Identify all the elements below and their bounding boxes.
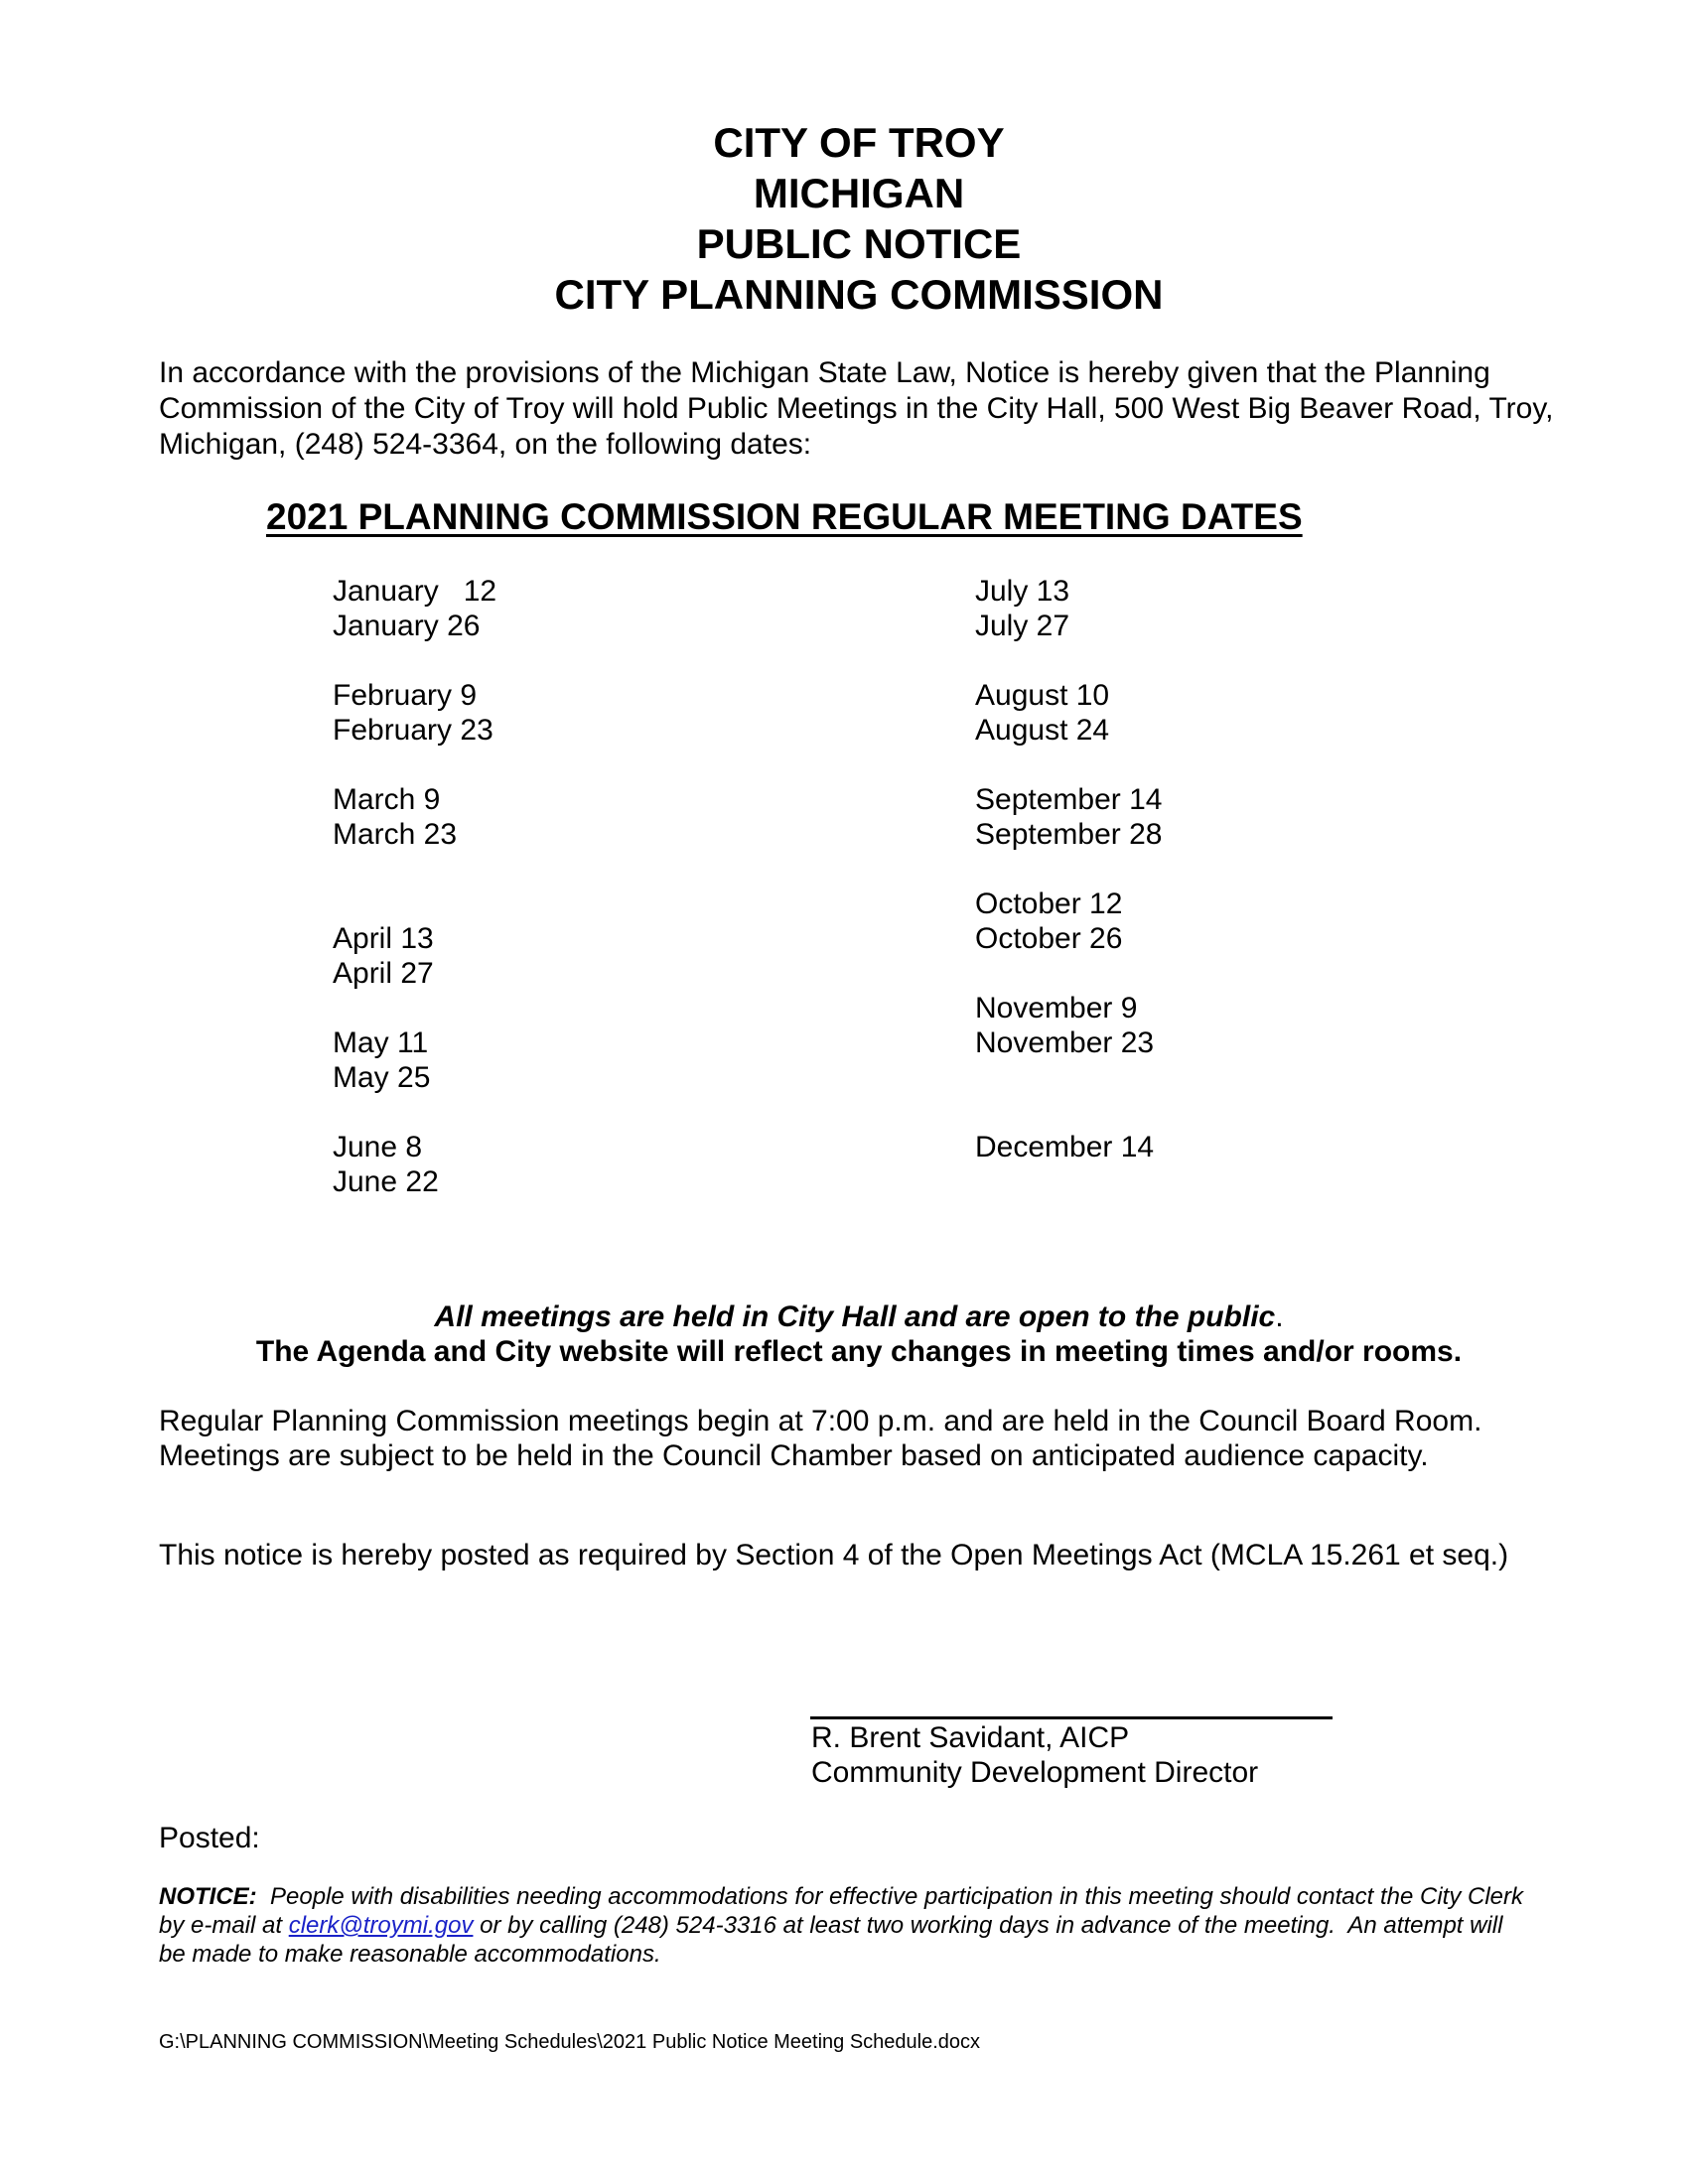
meeting-date: February 9: [333, 679, 478, 712]
document-header: [0, 117, 1688, 320]
meeting-date: January 12: [333, 575, 497, 608]
signature-block: [811, 1720, 1258, 1790]
schedule-title: 2021 PLANNING COMMISSION REGULAR MEETING DATES: [266, 496, 1303, 537]
intro-line: In accordance with the provisions of the Michigan State Law, Notice is hereby given that the Planning: [159, 356, 1490, 389]
meeting-date: August 24: [975, 714, 1110, 747]
disability-notice: [159, 1882, 1569, 1969]
meeting-date: March 23: [333, 818, 458, 851]
meeting-date: May 11: [333, 1026, 429, 1059]
agenda-changes-notice: The Agenda and City website will reflect any changes in meeting times and/or rooms.: [255, 1335, 1463, 1368]
header-state: MICHIGAN: [753, 170, 965, 216]
meeting-date: January 26: [333, 610, 481, 642]
header-city: CITY OF TROY: [713, 119, 1005, 166]
meeting-date: November 23: [975, 1026, 1155, 1059]
meeting-date: February 23: [333, 714, 493, 747]
open-meetings-act-notice: This notice is hereby posted as required by Section 4 of the Open Meetings Act (MCLA 15.261 et seq.): [159, 1539, 1509, 1571]
meeting-info-paragraph: [159, 1404, 1569, 1473]
meeting-date: October 12: [975, 887, 1123, 920]
dates-column-right: [975, 574, 1163, 1163]
meeting-info-line: Regular Planning Commission meetings begin at 7:00 p.m. and are held in the Council Board Room.: [159, 1405, 1482, 1437]
public-access-notice: [0, 1299, 1688, 1334]
clerk-email-link[interactable]: clerk@troymi.gov: [288, 1912, 474, 1939]
signer-title: Community Development Director: [811, 1756, 1259, 1789]
intro-line: Commission of the City of Troy will hold Public Meetings in the City Hall, 500 West Big Beaver Road, Troy,: [159, 392, 1554, 425]
signer-name: R. Brent Savidant, AICP: [811, 1721, 1130, 1754]
meeting-date: October 26: [975, 922, 1123, 955]
document-file-path: G:\PLANNING COMMISSION\Meeting Schedules\2021 Public Notice Meeting Schedule.docx: [159, 2031, 981, 2053]
meeting-info-line: Meetings are subject to be held in the Council Chamber based on anticipated audience capacity.: [159, 1439, 1429, 1472]
public-access-period: .: [1275, 1300, 1284, 1333]
meeting-date: July 13: [975, 575, 1070, 608]
meeting-date: March 9: [333, 783, 441, 816]
signature-line: [810, 1716, 1333, 1719]
disability-notice-line: be made to make reasonable accommodations.: [159, 1941, 661, 1968]
disability-text: by e-mail at: [159, 1912, 289, 1939]
disability-text: or by calling (248) 524-3316 at least two working days in advance of the meeting. An attempt will: [473, 1912, 1503, 1939]
posted-label: Posted:: [159, 1822, 260, 1854]
public-access-text: All meetings are held in City Hall and are open to the public: [434, 1300, 1276, 1333]
header-commission: CITY PLANNING COMMISSION: [554, 271, 1164, 318]
meeting-date: July 27: [975, 610, 1070, 642]
meeting-date: May 25: [333, 1061, 431, 1094]
dates-column-left: [333, 574, 497, 1198]
intro-paragraph: [159, 355, 1565, 463]
meeting-date: September 14: [975, 783, 1163, 816]
meeting-date: December 14: [975, 1131, 1155, 1163]
disability-notice-line: [159, 1882, 1569, 1911]
intro-line: Michigan, (248) 524-3364, on the following dates:: [159, 428, 812, 461]
meeting-date: November 9: [975, 992, 1138, 1024]
meeting-date: April 27: [333, 957, 434, 990]
meeting-date: June 8: [333, 1131, 423, 1163]
meeting-date: June 22: [333, 1165, 439, 1198]
meeting-date: September 28: [975, 818, 1163, 851]
notice-label: NOTICE:: [159, 1883, 257, 1910]
disability-text: People with disabilities needing accommodations for effective participation in this meeting should contact the City Clerk: [256, 1883, 1523, 1910]
meeting-date: April 13: [333, 922, 434, 955]
header-notice-type: PUBLIC NOTICE: [696, 220, 1022, 267]
disability-notice-line: [159, 1911, 1569, 1940]
meeting-date: August 10: [975, 679, 1110, 712]
